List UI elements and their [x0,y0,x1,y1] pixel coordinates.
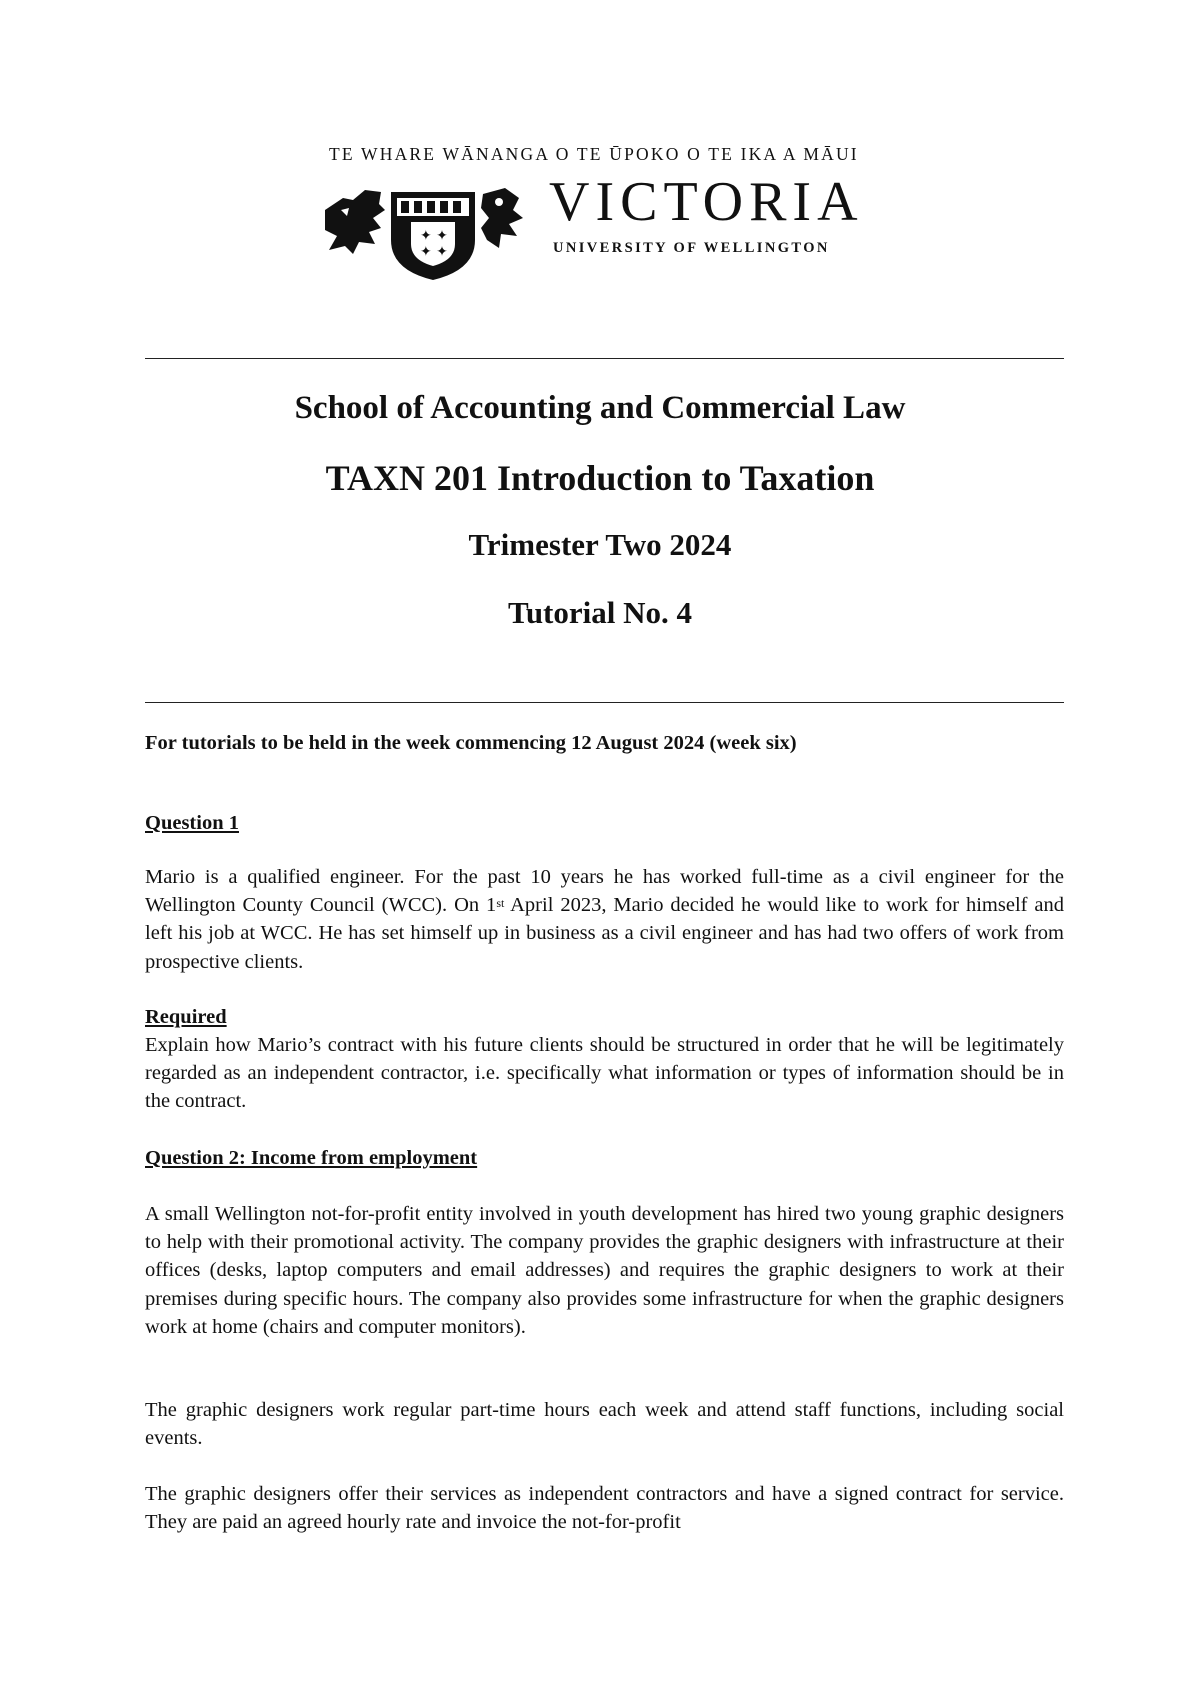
tutorial-title: Tutorial No. 4 [507,595,693,630]
svg-text:✦ ✦: ✦ ✦ [420,244,448,260]
school-title: School of Accounting and Commercial Law [294,390,906,426]
question-1-paragraph [145,863,1064,976]
question-2-paragraph-3: The graphic designers offer their services as independent contractors and have a signed contract for service. They are paid an agreed hourly rate and invoice the not-for-profit [145,1483,1064,1534]
trimester-title: Trimester Two 2024 [468,527,732,562]
question-1-superscript: st [496,896,505,911]
svg-text:✦ ✦: ✦ ✦ [420,228,448,244]
question-2-paragraph-1: A small Wellington not-for-profit entity involved in youth development has hired two young graphic designers to help with their promotional activity. The company provides the graphic designers with infrastructure at their offices (desks, laptop computers and email addresses) and requires the graphic designers to work at their premises during specific hours. The company also provides some infrastructure for when the graphic designers work at home (chairs and computer monitors). [145,1203,1064,1338]
question-2-paragraph-2: The graphic designers work regular part-time hours each week and attend staff functions, including social events. [145,1399,1064,1450]
intro-line: For tutorials to be held in the week commencing 12 August 2024 (week six) [145,732,797,754]
logo-name: VICTORIA [549,171,864,233]
question-1-text-a: Mario is a qualified engineer. For the past 10 years he has worked full-time as a civil engineer for the Wellington County Council (WCC). On 1 [145,866,1064,917]
top-divider [145,358,1064,359]
required-heading: Required [145,1006,227,1028]
crest-icon [323,170,553,280]
question-1-text-b: April 2023, Mario decided he would like to work for himself and left his job at WCC. He has set himself up in business as a civil engineer and has had two offers of work from prospective clients. [145,894,1065,973]
course-title: TAXN 201 Introduction to Taxation [325,458,875,498]
question-2-heading: Question 2: Income from employment [145,1147,478,1169]
university-logo [323,140,891,280]
bottom-divider [145,702,1064,703]
logo-subtitle: UNIVERSITY OF WELLINGTON [553,240,830,256]
required-text: Explain how Mario’s contract with his future clients should be structured in order that he will be legitimately regarded as an independent contractor, i.e. specifically what information or types of information should be in the contract. [145,1034,1064,1113]
question-1-heading: Question 1 [145,812,239,834]
logo-maori-line: TE WHARE WĀNANGA O TE ŪPOKO O TE IKA A MĀUI [329,144,859,164]
